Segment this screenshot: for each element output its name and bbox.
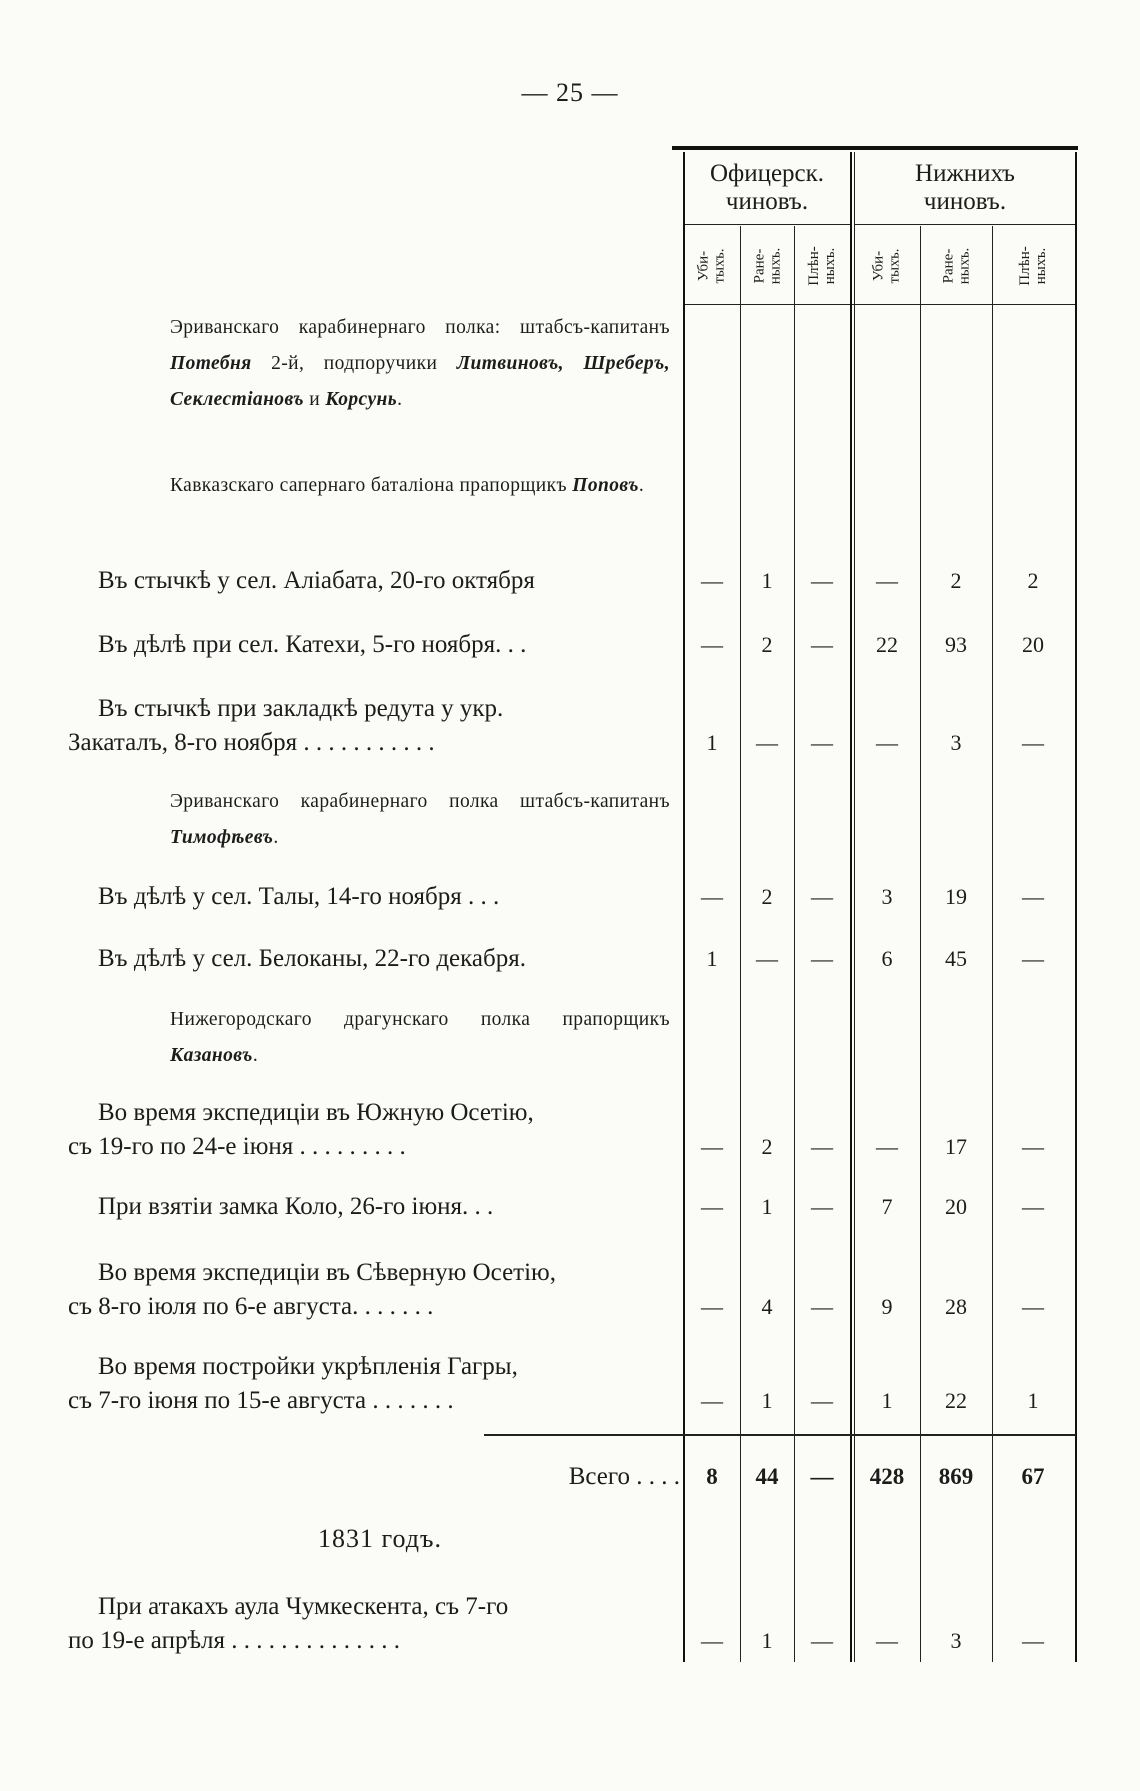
note-text: Нижегородскаго драгунскаго полка прапорщикъ bbox=[170, 1009, 670, 1030]
note-name: Корсунь bbox=[325, 389, 398, 410]
entry-taly bbox=[68, 880, 674, 914]
cell-officers-captured: — bbox=[811, 1194, 833, 1219]
cell-lower-killed: 6 bbox=[881, 946, 893, 971]
subheader-lower-killed bbox=[854, 226, 920, 306]
entry-south-ossetia bbox=[68, 1096, 674, 1164]
cell-lower-killed: 9 bbox=[881, 1294, 893, 1319]
cell-officers-wounded: 1 bbox=[761, 1388, 773, 1413]
entry-line: съ 19-го по 24-е іюня . . . . . . . . . bbox=[68, 1133, 406, 1160]
cell-lower-wounded: 45 bbox=[945, 946, 967, 971]
total-officers-killed: 8 bbox=[706, 1464, 718, 1489]
subheader-officers-killed bbox=[684, 226, 740, 306]
cell-lower-killed: 22 bbox=[876, 632, 898, 657]
entry-line: При атакахъ аула Чумкескента, съ 7-го bbox=[98, 1593, 509, 1620]
entry-line: Въ дѣлѣ при сел. Катехи, 5-го ноября. . . bbox=[98, 631, 527, 658]
cell-officers-captured: — bbox=[811, 1294, 833, 1319]
cell-lower-captured: — bbox=[1022, 730, 1044, 755]
entry-line: съ 7-го іюня по 15-е августа . . . . . . . bbox=[68, 1387, 454, 1414]
cell-lower-captured: 2 bbox=[1027, 568, 1039, 593]
entry-zakatal bbox=[68, 692, 674, 760]
note-text: Эриванскаго карабинернаго полка штабсъ-капитанъ bbox=[170, 791, 670, 812]
cell-lower-wounded: 2 bbox=[950, 568, 962, 593]
cell-lower-captured: — bbox=[1022, 1134, 1044, 1159]
cell-officers-captured: — bbox=[811, 946, 833, 971]
subheader-label: Плѣн- ныхъ. bbox=[806, 246, 838, 286]
entry-gagry bbox=[68, 1350, 674, 1418]
cell-officers-wounded: — bbox=[756, 946, 778, 971]
cell-officers-captured: — bbox=[811, 1134, 833, 1159]
table-row bbox=[682, 726, 1078, 760]
cell-lower-wounded: 3 bbox=[950, 730, 962, 755]
total-lower-captured: 67 bbox=[1021, 1464, 1045, 1489]
total-lower-wounded: 869 bbox=[938, 1464, 974, 1489]
cell-lower-captured: 20 bbox=[1022, 632, 1044, 657]
cell-officers-killed: — bbox=[701, 1388, 723, 1413]
lower-ranks-header bbox=[854, 160, 1076, 216]
note-text: Кавказскаго сапернаго баталіона прапорщикъ bbox=[170, 475, 573, 496]
note-erivan-timofeev bbox=[170, 784, 670, 856]
cell-officers-killed: 1 bbox=[706, 730, 718, 755]
entry-aliabat bbox=[68, 564, 674, 598]
note-erivan-officers bbox=[170, 310, 670, 418]
cell-officers-wounded: 2 bbox=[761, 884, 773, 909]
entry-line: Во время постройки укрѣпленія Гагры, bbox=[98, 1353, 518, 1380]
cell-lower-killed: 3 bbox=[881, 884, 893, 909]
subheader-label: Уби- тыхъ. bbox=[695, 248, 728, 284]
cell-officers-captured: — bbox=[811, 730, 833, 755]
cell-officers-killed: — bbox=[701, 1194, 723, 1219]
note-nizhny-dragoons bbox=[170, 1002, 670, 1074]
entry-chumkeskent bbox=[68, 1590, 674, 1658]
cell-officers-wounded: 2 bbox=[761, 632, 773, 657]
subheader-lower-wounded bbox=[920, 226, 992, 306]
year-heading: 1831 годъ. bbox=[318, 1524, 442, 1553]
entry-line: Въ дѣлѣ у сел. Талы, 14-го ноября . . . bbox=[98, 883, 500, 910]
entry-north-ossetia bbox=[68, 1256, 674, 1324]
table-row bbox=[682, 564, 1078, 598]
subheader-lower-captured bbox=[992, 226, 1074, 306]
entry-katekhi bbox=[68, 628, 674, 662]
lower-ranks-header-line1: Нижнихъ bbox=[915, 160, 1015, 187]
cell-lower-killed: — bbox=[876, 730, 898, 755]
cell-officers-killed: — bbox=[701, 632, 723, 657]
cell-lower-killed: — bbox=[876, 1628, 898, 1653]
total-label: Всего . . . . bbox=[568, 1463, 680, 1490]
cell-lower-killed: 1 bbox=[881, 1388, 893, 1413]
note-text: . bbox=[252, 1045, 259, 1066]
entry-line: Въ дѣлѣ у сел. Белоканы, 22-го декабря. bbox=[98, 945, 526, 972]
subheader-label: Ране- ныхъ. bbox=[750, 247, 783, 285]
cell-officers-killed: — bbox=[701, 884, 723, 909]
cell-officers-killed: — bbox=[701, 568, 723, 593]
note-text: . bbox=[273, 827, 279, 848]
cell-officers-wounded: 1 bbox=[761, 1628, 773, 1653]
note-name: Потебня bbox=[170, 353, 252, 374]
cell-lower-captured: — bbox=[1022, 1194, 1044, 1219]
note-name: Поповъ bbox=[572, 475, 639, 496]
cell-lower-wounded: 93 bbox=[945, 632, 967, 657]
cell-lower-wounded: 22 bbox=[945, 1388, 967, 1413]
cell-officers-killed: 1 bbox=[706, 946, 718, 971]
table-row bbox=[682, 942, 1078, 976]
table-row bbox=[682, 1190, 1078, 1224]
subheader-officers-captured bbox=[794, 226, 850, 306]
cell-officers-captured: — bbox=[811, 1388, 833, 1413]
note-text: 2-й, подпоручики bbox=[251, 353, 457, 374]
total-officers-wounded: 44 bbox=[755, 1464, 779, 1489]
cell-lower-killed: 7 bbox=[881, 1194, 893, 1219]
subheader-label: Ране- ныхъ. bbox=[939, 247, 972, 285]
entry-belokany bbox=[68, 942, 674, 976]
note-text: . bbox=[397, 389, 403, 410]
cell-officers-captured: — bbox=[811, 1628, 833, 1653]
subheader-label: Плѣн- ныхъ. bbox=[1017, 246, 1049, 286]
note-name: Казановъ bbox=[170, 1045, 253, 1066]
cell-lower-killed: — bbox=[876, 1134, 898, 1159]
table-row bbox=[682, 628, 1078, 662]
entry-line: При взятіи замка Коло, 26-го іюня. . . bbox=[98, 1193, 494, 1220]
cell-officers-captured: — bbox=[811, 632, 833, 657]
entry-kolo bbox=[68, 1190, 674, 1224]
cell-lower-captured: — bbox=[1022, 884, 1044, 909]
table-row bbox=[682, 1130, 1078, 1164]
cell-officers-wounded: — bbox=[756, 730, 778, 755]
cell-officers-killed: — bbox=[701, 1628, 723, 1653]
cell-lower-wounded: 3 bbox=[950, 1628, 962, 1653]
note-name: Литвиновъ, Шреберъ, Секлестіановъ bbox=[170, 353, 670, 410]
officers-header bbox=[684, 160, 850, 216]
cell-lower-captured: — bbox=[1022, 1294, 1044, 1319]
cell-officers-wounded: 2 bbox=[761, 1134, 773, 1159]
cell-lower-wounded: 19 bbox=[945, 884, 967, 909]
table-top-rule bbox=[672, 146, 1078, 150]
officers-header-line1: Офицерск. bbox=[709, 160, 825, 187]
cell-officers-killed: — bbox=[701, 1134, 723, 1159]
cell-lower-wounded: 20 bbox=[945, 1194, 967, 1219]
total-row bbox=[682, 1460, 1078, 1494]
note-text: . bbox=[638, 475, 645, 496]
cell-lower-killed: — bbox=[876, 568, 898, 593]
cell-officers-wounded: 1 bbox=[761, 1194, 773, 1219]
page-number: — 25 — bbox=[521, 78, 619, 107]
note-sapper-battalion bbox=[170, 468, 670, 504]
entry-line: Во время экспедиціи въ Южную Осетію, bbox=[98, 1099, 534, 1126]
table-row bbox=[682, 1624, 1078, 1658]
cell-officers-captured: — bbox=[811, 884, 833, 909]
cell-lower-captured: — bbox=[1022, 946, 1044, 971]
entry-line: Въ стычкѣ при закладкѣ редута у укр. bbox=[98, 695, 504, 722]
entry-line: по 19-е апрѣля . . . . . . . . . . . . . . bbox=[68, 1627, 400, 1654]
cell-lower-wounded: 28 bbox=[945, 1294, 967, 1319]
cell-lower-captured: 1 bbox=[1027, 1388, 1039, 1413]
note-name: Тимофѣевъ bbox=[170, 827, 274, 848]
officers-header-line2: чиновъ. bbox=[725, 188, 809, 215]
table-row bbox=[682, 1384, 1078, 1418]
cell-officers-wounded: 1 bbox=[761, 568, 773, 593]
cell-officers-wounded: 4 bbox=[761, 1294, 773, 1319]
subheader-label: Уби- тыхъ. bbox=[870, 248, 903, 284]
cell-officers-killed: — bbox=[701, 1294, 723, 1319]
table-row bbox=[682, 880, 1078, 914]
cell-officers-captured: — bbox=[811, 568, 833, 593]
sum-rule bbox=[484, 1434, 1076, 1436]
total-officers-captured: — bbox=[810, 1464, 834, 1489]
table-row bbox=[682, 1290, 1078, 1324]
entry-line: Во время экспедиціи въ Сѣверную Осетію, bbox=[98, 1259, 556, 1286]
lower-ranks-header-line2: чиновъ. bbox=[923, 188, 1007, 215]
cell-lower-wounded: 17 bbox=[945, 1134, 967, 1159]
subheader-bottom-rule bbox=[684, 304, 1076, 305]
header-rule-officers bbox=[684, 224, 852, 225]
note-text: и bbox=[303, 389, 326, 410]
entry-line: Въ стычкѣ у сел. Аліабата, 20-го октября bbox=[98, 567, 535, 594]
cell-lower-captured: — bbox=[1022, 1628, 1044, 1653]
entry-line: Закаталъ, 8-го ноября . . . . . . . . . . . bbox=[68, 729, 435, 756]
subheader-officers-wounded bbox=[740, 226, 794, 306]
header-rule-lower bbox=[855, 224, 1075, 225]
entry-line: съ 8-го іюля по 6-е августа. . . . . . . bbox=[68, 1293, 434, 1320]
total-lower-killed: 428 bbox=[869, 1464, 905, 1489]
note-text: Эриванскаго карабинернаго полка: штабсъ-капитанъ bbox=[170, 317, 670, 338]
